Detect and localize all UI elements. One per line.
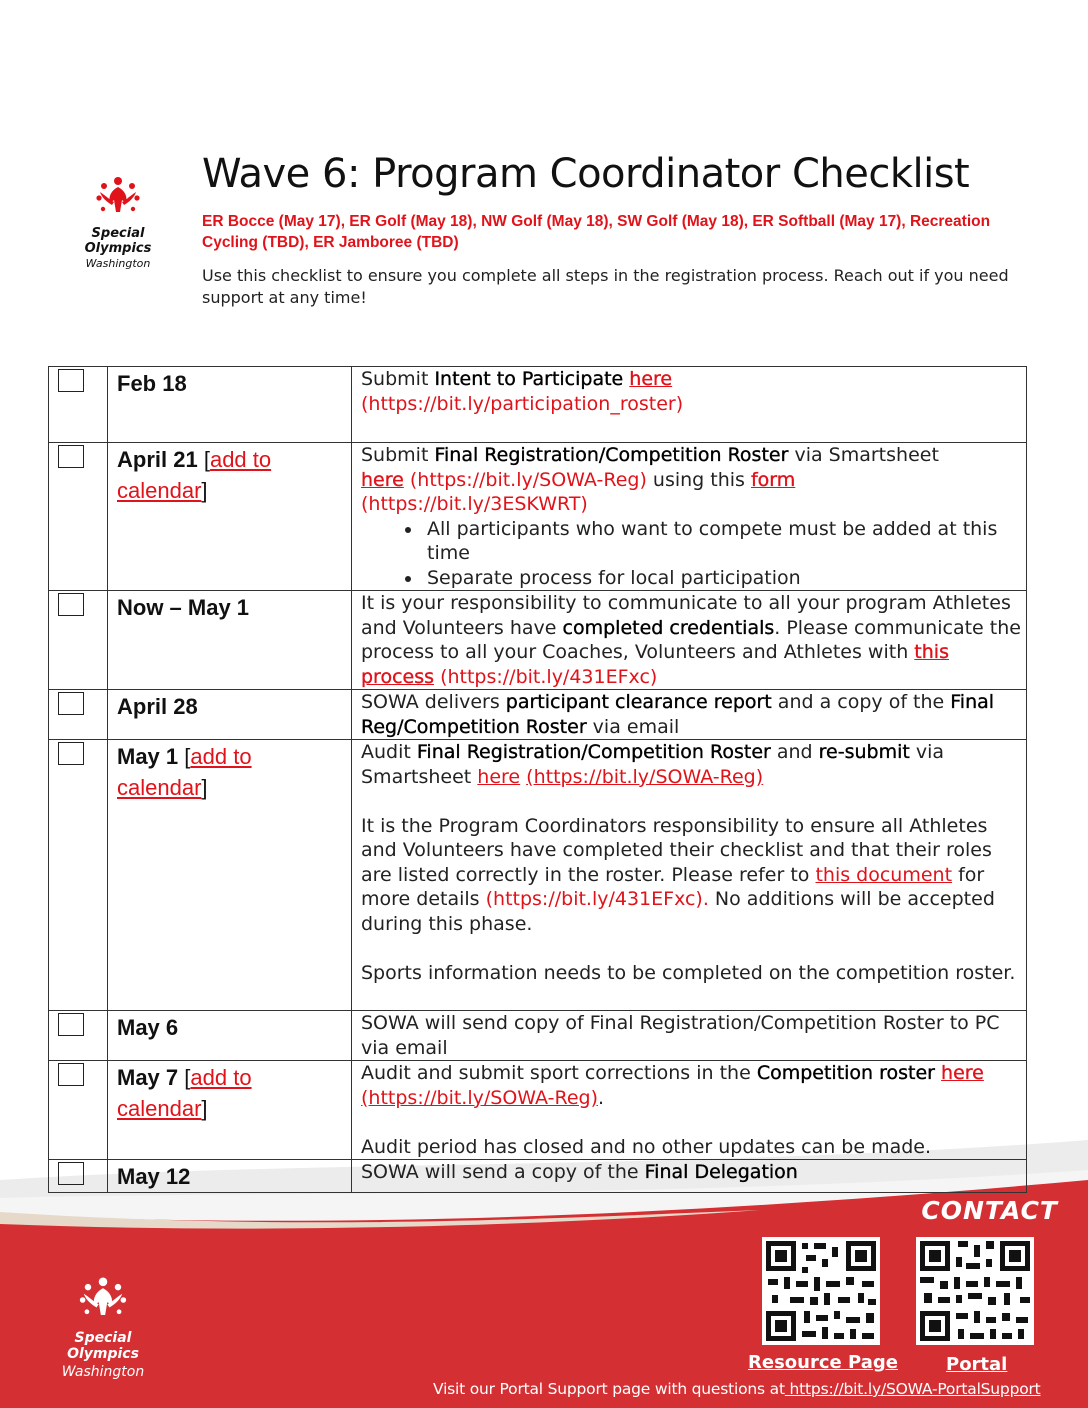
footer-logo-region: Washington [61,1364,145,1380]
special-olympics-emblem-icon [90,172,146,224]
row-description: Audit Final Registration/Competition Roster and re-submit via Smartsheet here (https://bit.ly/SOWA-Reg) It is the Program Coordinators responsibility to ensure all Athletes and Volunteers have completed their checklist and that their roles are listed correctly in the roster. Please refer to this document for more details (https://bit.ly/431EFxc). No additions will be accepted during this phase. Sports information needs to be completed on the competition roster. [361,741,1016,984]
row-date: Feb 18 [117,371,187,396]
this-process-link[interactable]: this process [361,641,949,688]
add-to-calendar: [add to calendar] [117,744,252,800]
url-text[interactable]: (https://bit.ly/SOWA-Reg) [526,765,764,788]
resource-page-qr-code[interactable] [762,1237,880,1345]
table-row [49,1011,1027,1061]
table-row [49,740,1027,1011]
contact-heading: CONTACT [921,1196,1058,1225]
competition-here-link[interactable]: here [941,1062,984,1084]
portal-support-text: Visit our Portal Support page with questions at [433,1380,785,1398]
add-to-calendar: [add to calendar] [117,447,272,503]
form-link[interactable]: form [750,468,796,491]
portal-support-link[interactable]: https://bit.ly/SOWA-PortalSupport [784,1380,1041,1398]
add-to-calendar-link[interactable]: add to calendar [117,1065,252,1121]
row-date: May 12 [117,1164,191,1189]
table-row [49,1160,1027,1193]
logo-name: Special Olympics [84,226,152,256]
row-description: SOWA will send a copy of the Final Delegation [361,1161,798,1183]
special-olympics-emblem-icon [73,1272,133,1328]
checkbox[interactable] [58,369,84,392]
checkbox[interactable] [58,692,84,715]
special-olympics-logo [76,172,160,270]
footer-special-olympics-logo [58,1272,148,1380]
checkbox[interactable] [58,1013,84,1036]
portal-link[interactable]: Portal [946,1354,1008,1375]
table-row [49,591,1027,690]
row-description: Submit Intent to Participate here (https://bit.ly/participation_roster) [361,368,684,415]
row-date: May 6 [117,1015,179,1040]
row-description: SOWA delivers participant clearance report and a copy of the Final Reg/Competition Roster via email [361,691,995,738]
row-date: May 1 [add to calendar] [117,744,252,800]
list-item: • All participants who want to compete must be added at this time [423,517,1022,566]
row-date: Now – May 1 [117,595,250,620]
title-lead: Wave 6: [202,151,360,197]
url-text[interactable]: (https://bit.ly/participation_roster) [361,392,684,415]
footer-logo-name: Special Olympics [67,1330,139,1362]
intro-text: Use this checklist to ensure you complete all steps in the registration process. Reach out if you need support at any time! [202,266,1009,307]
bullet-list [361,517,1022,591]
row-description: Audit and submit sport corrections in the Competition roster here (https://bit.ly/SOWA-Reg). Audit period has closed and no other updates can be made. [361,1062,984,1158]
row-date: April 21 [add to calendar] [117,447,272,503]
url-text[interactable]: (https://bit.ly/431EFxc) [440,665,658,688]
list-item: • Separate process for local participation [423,566,1022,591]
url-text[interactable]: (https://bit.ly/3ESKWRT) [361,493,588,515]
sports-list: ER Bocce (May 17), ER Golf (May 18), NW Golf (May 18), SW Golf (May 18), ER Softball (May 17), Recreation Cycling (TBD), ER Jamboree (TBD) [202,213,991,251]
portal-qr-code[interactable] [916,1237,1034,1345]
checkbox[interactable] [58,445,84,468]
checklist-table [48,366,1027,1193]
url-text[interactable]: (https://bit.ly/431EFxc). [485,888,709,910]
add-to-calendar-link[interactable]: add to calendar [117,447,272,503]
registration-here-link[interactable]: here [361,468,404,491]
row-date: May 7 [add to calendar] [117,1065,252,1121]
table-row [49,443,1027,591]
portal-support-line [433,1380,1041,1398]
checkbox[interactable] [58,1162,84,1185]
add-to-calendar-link[interactable]: add to calendar [117,744,252,800]
table-row [49,690,1027,740]
row-description: It is your responsibility to communicate to all your program Athletes and Volunteers have completed credentials. Please communicate the process to all your Coaches, Volunteers and Athletes with this process (https://bit.ly/431EFxc) [361,592,1021,688]
resource-page-link[interactable]: Resource Page [748,1352,898,1373]
this-document-link[interactable]: this document [815,863,953,886]
checkbox[interactable] [58,742,84,765]
title-rest: Program Coordinator Checklist [359,151,970,197]
intent-here-link[interactable]: here [629,368,673,390]
logo-region: Washington [85,257,151,270]
url-text[interactable]: (https://bit.ly/SOWA-Reg) [361,1086,598,1109]
row-description: Submit Final Registration/Competition Roster via Smartsheet here (https://bit.ly/SOWA-Reg) using this form (https://bit.ly/3ESKWRT) • All participants who want to compete must be added at this time • Separate process for local participation [352,443,1026,590]
resubmit-here-link[interactable]: here [477,765,521,788]
table-row [49,367,1027,443]
row-date: April 28 [117,694,198,719]
checkbox[interactable] [58,593,84,616]
row-description: SOWA will send copy of Final Registration/Competition Roster to PC via email [361,1012,1000,1059]
url-text[interactable]: (https://bit.ly/SOWA-Reg) [409,468,647,491]
page-title [202,148,969,200]
table-row [49,1061,1027,1160]
checkbox[interactable] [58,1063,84,1086]
add-to-calendar: [add to calendar] [117,1065,252,1121]
